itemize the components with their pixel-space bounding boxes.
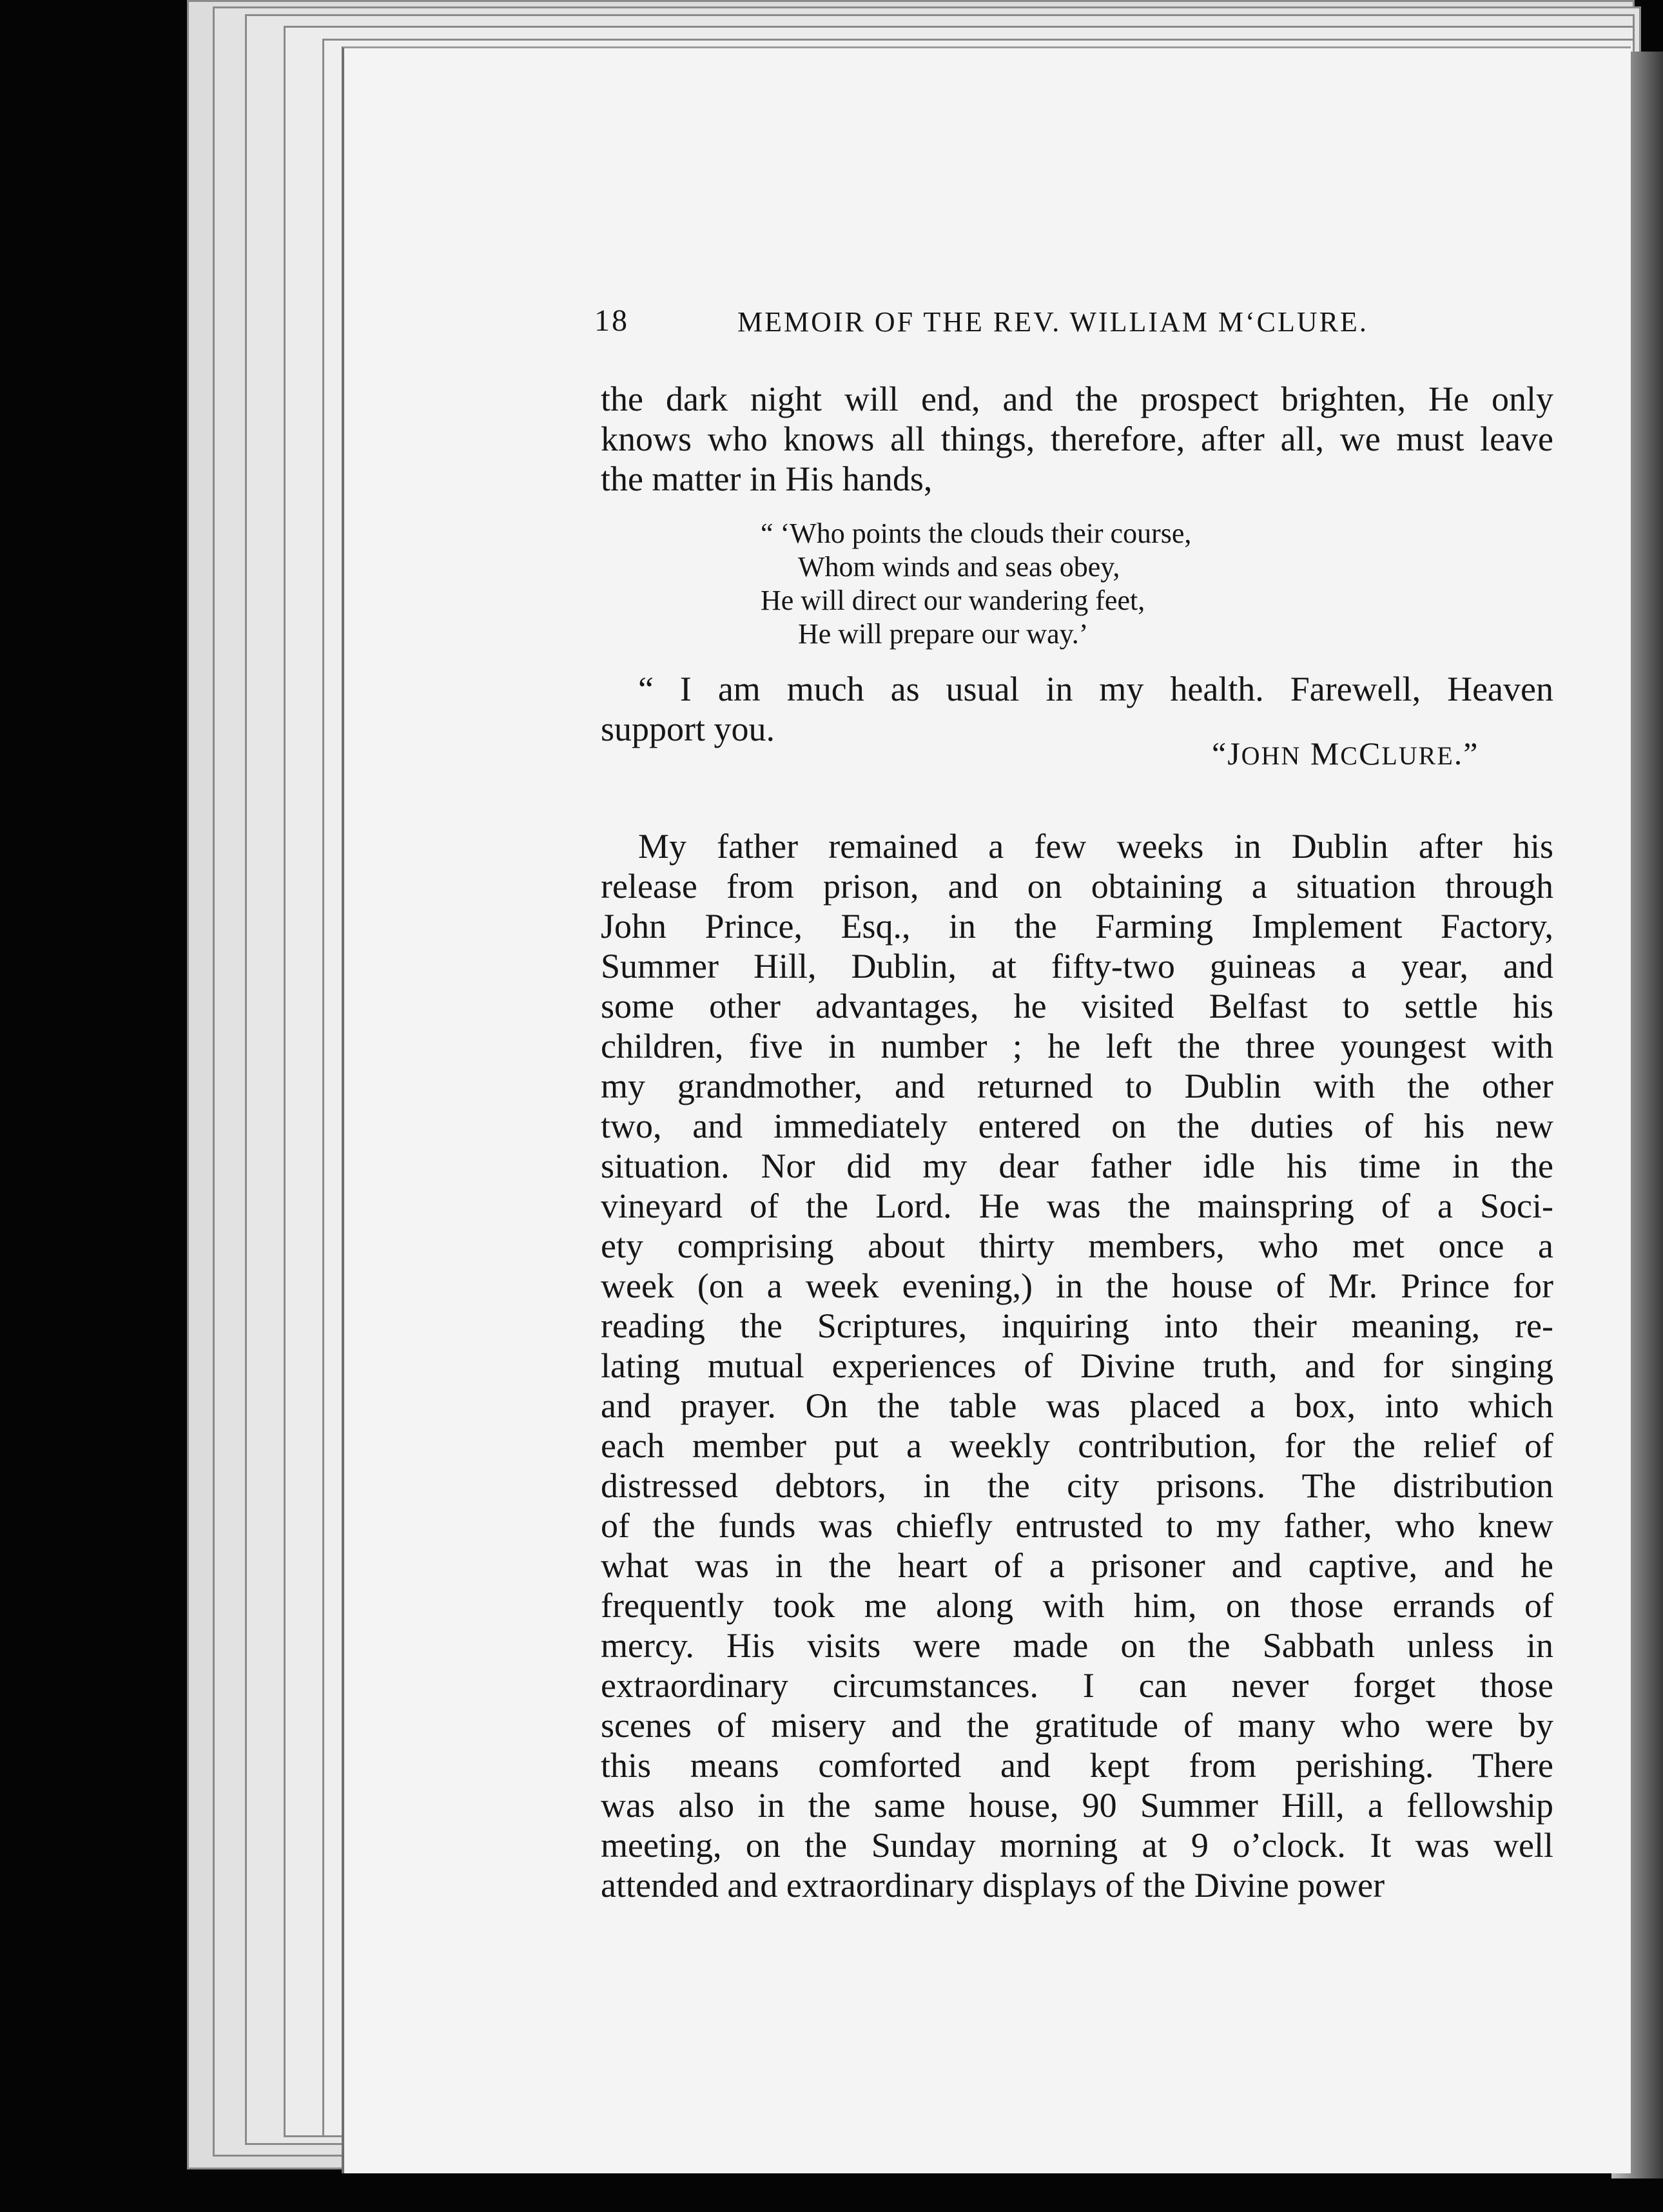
verse-line: Whom winds and seas obey, <box>798 551 1120 583</box>
paragraph-line: reading the Scriptures, inquiring into their meaning, re- <box>601 1306 1553 1345</box>
text-line: “ I am much as usual in my health. Farewell, Heaven <box>638 670 1553 708</box>
text-line: support you. <box>601 710 775 748</box>
paragraph-line: lating mutual experiences of Divine truth, and for singing <box>601 1346 1553 1385</box>
paragraph-line: two, and immediately entered on the duties of his new <box>601 1107 1553 1145</box>
running-title: MEMOIR OF THE REV. WILLIAM M‘CLURE. <box>737 306 1368 338</box>
paragraph-line: attended and extraordinary displays of the Divine power <box>601 1866 1385 1905</box>
paragraph-line: frequently took me along with him, on those errands of <box>601 1586 1553 1625</box>
paragraph-line: mercy. His visits were made on the Sabbath unless in <box>601 1626 1553 1665</box>
verse-line: He will prepare our way.’ <box>798 618 1089 650</box>
page-number: 18 <box>594 304 629 338</box>
paragraph-line: my grandmother, and returned to Dublin with the other <box>601 1067 1553 1105</box>
verse-quotation <box>761 517 1341 651</box>
paragraph-line: what was in the heart of a prisoner and captive, and he <box>601 1546 1553 1585</box>
main-paragraph <box>601 826 1553 1905</box>
paragraph-line: situation. Nor did my dear father idle his time in the <box>601 1147 1553 1185</box>
paragraph-line: ety comprising about thirty members, who met once a <box>601 1227 1553 1265</box>
paragraph-line: each member put a weekly contribution, for the relief of <box>601 1426 1553 1465</box>
intro-text <box>601 379 1553 499</box>
paragraph-line: some other advantages, he visited Belfast to settle his <box>601 987 1553 1025</box>
paragraph-line: release from prison, and on obtaining a situation through <box>601 867 1553 906</box>
paragraph-line: children, five in number ; he left the three youngest with <box>601 1027 1553 1065</box>
paragraph-line: Summer Hill, Dublin, at fifty-two guineas a year, and <box>601 947 1553 985</box>
running-header <box>594 303 1561 348</box>
paragraph-line: John Prince, Esq., in the Farming Implement Factory, <box>601 907 1553 946</box>
text-line: knows who knows all things, therefore, after all, we must leave <box>601 420 1553 458</box>
paragraph-line: scenes of misery and the gratitude of many who were by <box>601 1706 1553 1745</box>
paragraph-line: this means comforted and kept from perishing. There <box>601 1746 1553 1785</box>
paragraph-line: and prayer. On the table was placed a box, into which <box>601 1386 1553 1425</box>
paragraph-line: extraordinary circumstances. I can never forget those <box>601 1666 1553 1705</box>
paragraph-line: was also in the same house, 90 Summer Hill, a fellowship <box>601 1786 1553 1825</box>
paragraph-line: distressed debtors, in the city prisons. The distribution <box>601 1466 1553 1505</box>
paragraph-line: My father remained a few weeks in Dublin after his <box>638 827 1553 866</box>
paragraph-line: meeting, on the Sunday morning at 9 o’clock. It was well <box>601 1826 1553 1865</box>
paragraph-line: of the funds was chiefly entrusted to my father, who knew <box>601 1506 1553 1545</box>
letter-signature: “JOHN MCCLURE.” <box>1212 735 1479 771</box>
paragraph-line: vineyard of the Lord. He was the mainspring of a Soci- <box>601 1187 1553 1225</box>
text-line: the dark night will end, and the prospect brighten, He only <box>601 380 1553 418</box>
paragraph-line: week (on a week evening,) in the house of Mr. Prince for <box>601 1266 1553 1305</box>
text-line: the matter in His hands, <box>601 460 933 498</box>
verse-line: He will direct our wandering feet, <box>761 585 1145 616</box>
verse-line: “ ‘Who points the clouds their course, <box>761 518 1192 549</box>
